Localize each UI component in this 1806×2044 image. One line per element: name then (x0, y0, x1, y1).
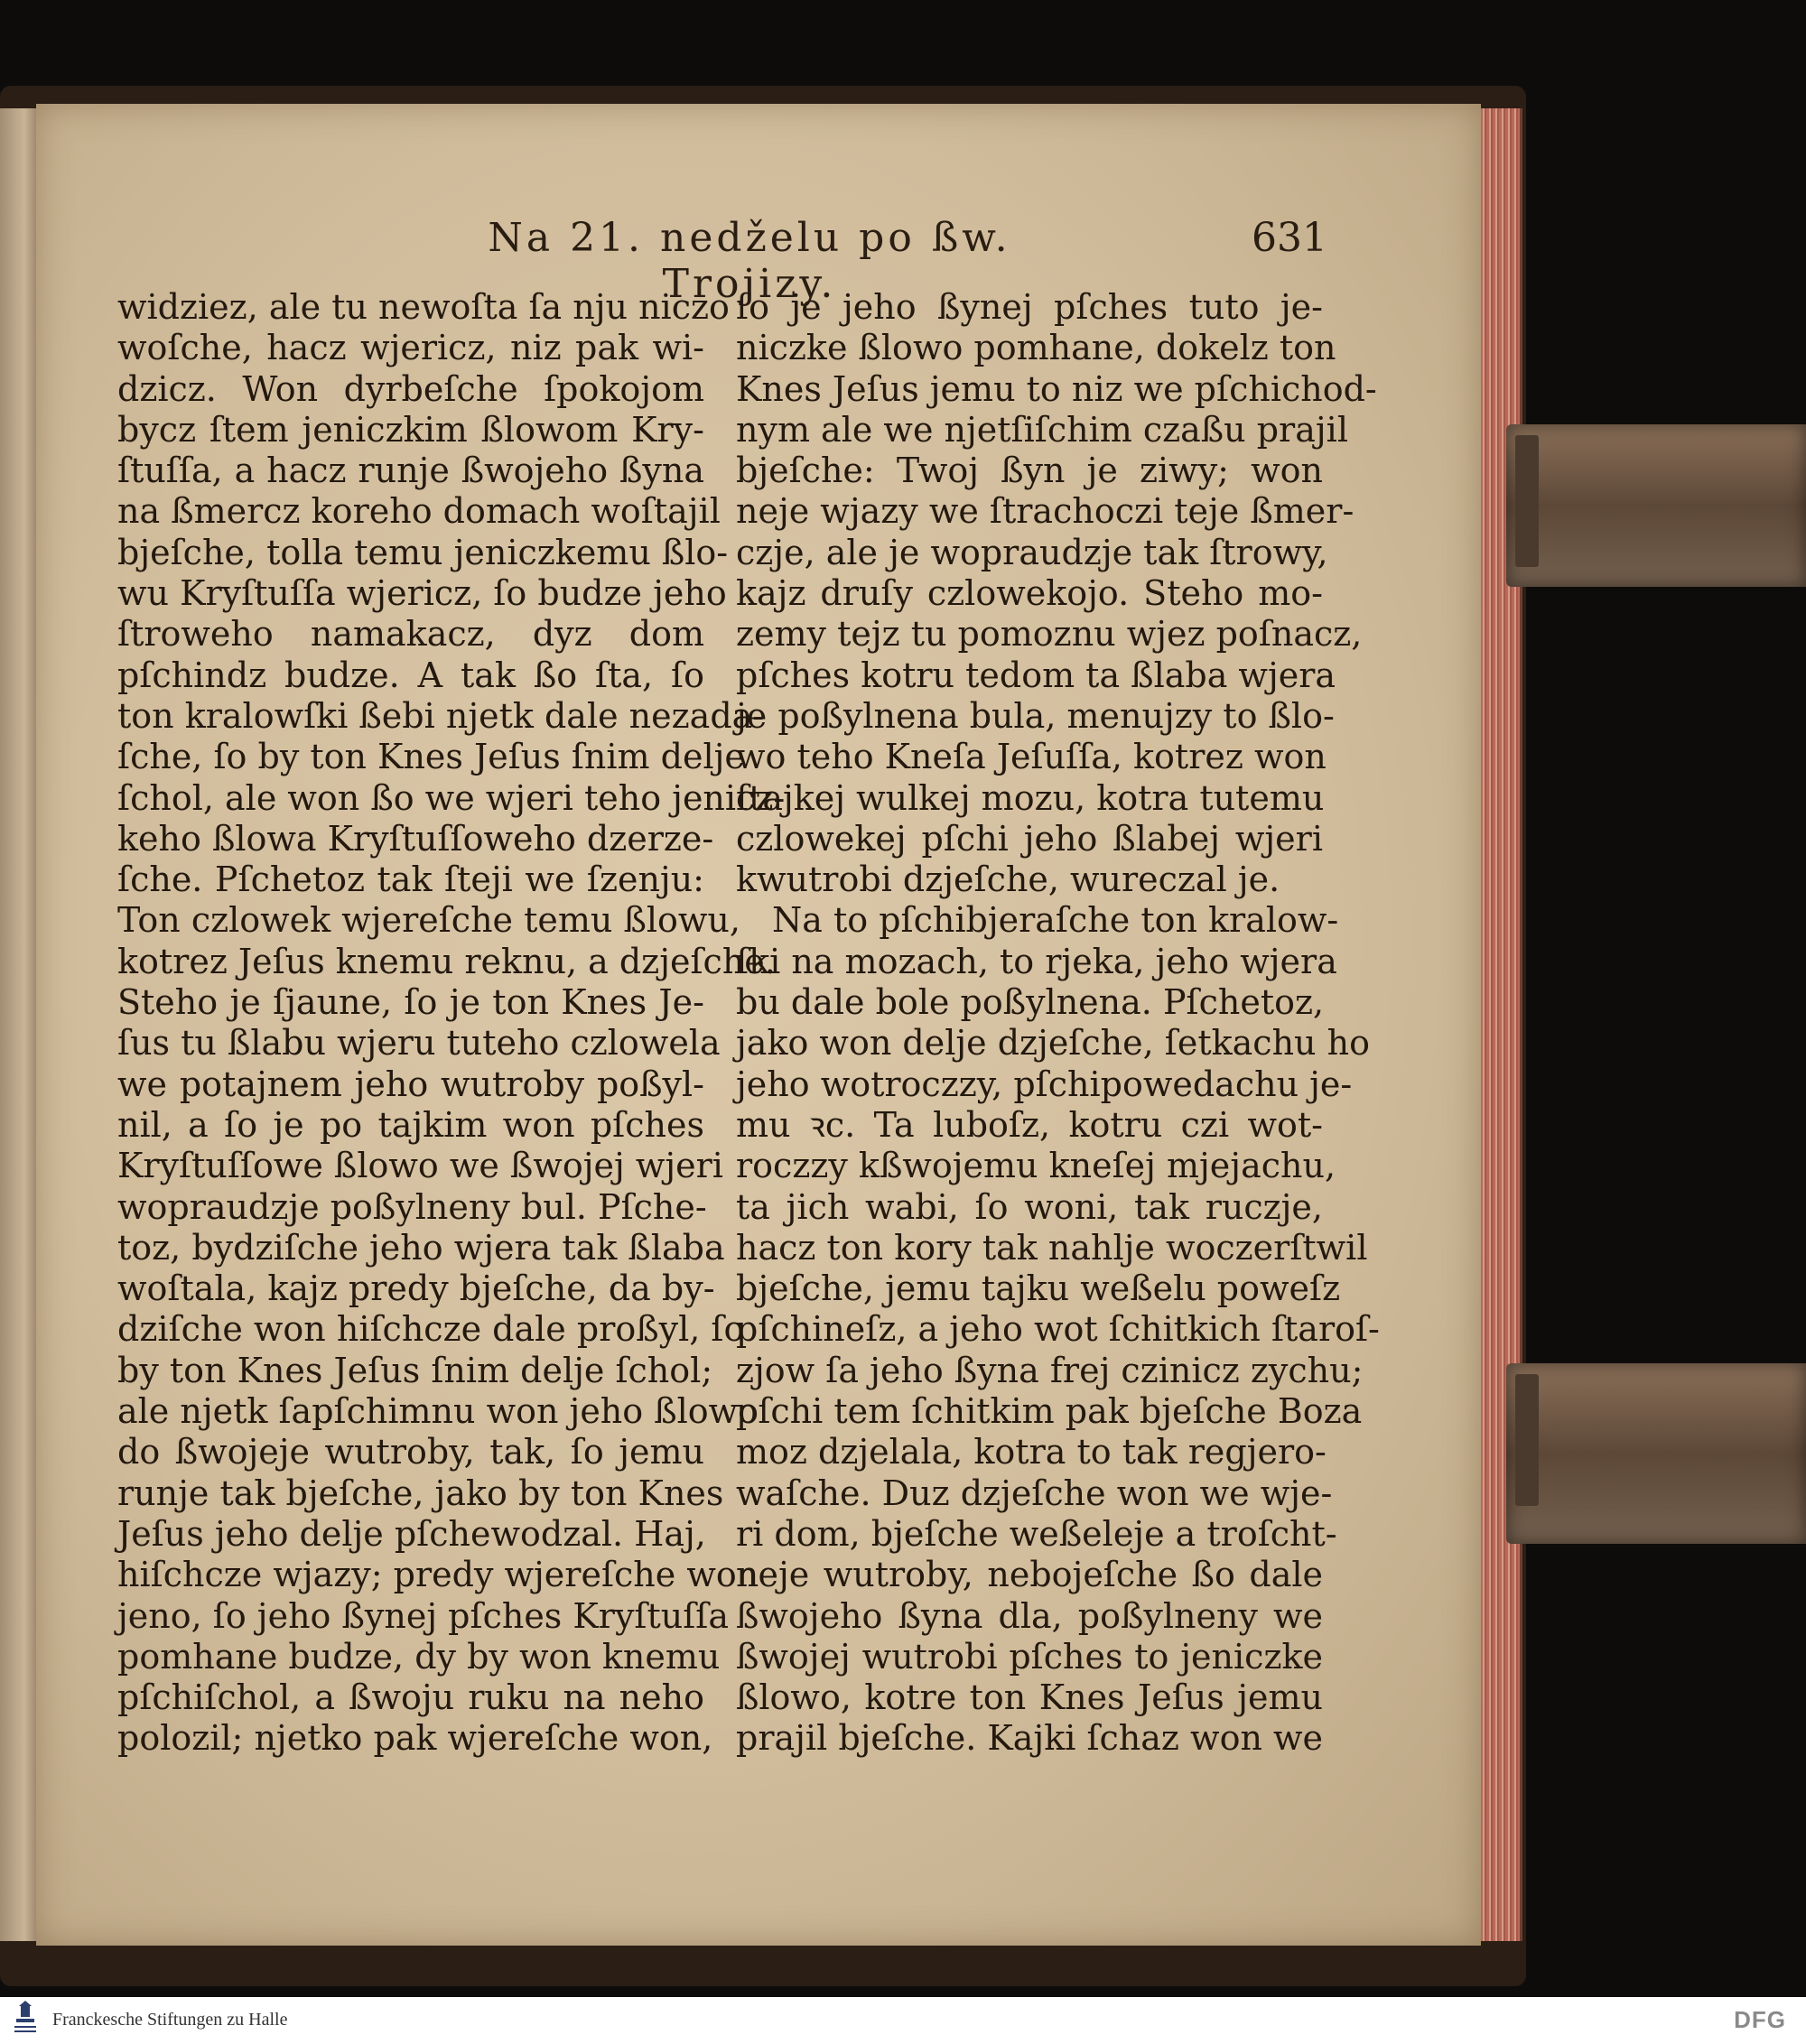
text-line: ſche. Pſchetoz tak ſteji we ſzenju: (117, 859, 704, 900)
text-line: bjeſche, jemu tajku weßelu poweſz (736, 1268, 1341, 1309)
text-line: niczke ßlowo pomhane, dokelz ton (736, 328, 1336, 368)
text-line: roczzy kßwojemu kneſej mjejachu, (736, 1146, 1336, 1186)
text-line: widziez, ale tu newoſta ſa nju niczo (117, 287, 730, 327)
running-head: Na 21. nedželu po ßw. Trojizy. (488, 215, 1011, 307)
text-line: ſtajkej wulkej mozu, kotra tutemu (736, 777, 1325, 818)
text-line: kotrez Jeſus knemu reknu, a dzjeſche. (117, 941, 776, 981)
text-line: bjeſche: Twoj ßyn je ziwy; won (736, 451, 1323, 491)
text-line: zemy tejz tu pomoznu wjez poſnacz, (736, 614, 1363, 655)
text-line: nym ale we njetſiſchim czaßu prajil (736, 409, 1348, 450)
book-clasp-top (1506, 424, 1806, 587)
text-line: Na to pſchibjeraſche ton kralow- (772, 900, 1339, 941)
text-line: jako won delje dzjeſche, ſetkachu ho (736, 1023, 1370, 1064)
text-line: wu Kryſtuſſa wjericz, ſo budze jeho (117, 573, 727, 614)
text-line: pſchi tem ſchitkim pak bjeſche Boza (736, 1391, 1363, 1432)
text-line: wo teho Kneſa Jeſuſſa, kotrez won (736, 737, 1327, 777)
text-line: prajil bjeſche. Kajki ſchaz won we (736, 1718, 1324, 1759)
text-line: mu ꝛc. Ta luboſz, kotru czi wot- (736, 1104, 1323, 1145)
text-line: jeno, ſo jeho ßynej pſches Kryſtuſſa (117, 1595, 730, 1636)
text-line: czlowekej pſchi jeho ßlabej wjeri (736, 818, 1323, 859)
text-line: ßwojeho ßyna dla, poßylneny we (736, 1595, 1323, 1636)
text-line: keho ßlowa Kryſtuſſoweho dzerze- (117, 818, 714, 859)
text-line: je poßylnena bula, menujzy to ßlo- (736, 695, 1335, 736)
text-line: pomhane budze, dy by won knemu (117, 1636, 721, 1677)
institution-logo-icon (13, 2001, 38, 2037)
text-line: czje, ale je wopraudzje tak ſtrowy, (736, 532, 1328, 572)
text-line: polozil; njetko pak wjereſche won, (117, 1718, 713, 1759)
text-line: waſche. Duz dzjeſche won we wje- (736, 1473, 1333, 1513)
viewer-footer (0, 1997, 1806, 2044)
text-line: do ßwojeje wutroby, tak, ſo jemu (117, 1432, 704, 1473)
text-line: ſchol, ale won ßo we wjeri teho jenicz- (117, 777, 786, 818)
text-line: hiſchcze wjazy; predy wjereſche won (117, 1555, 759, 1595)
text-line: ale njetk ſapſchimnu won jeho ßlowo (117, 1391, 759, 1432)
previous-page-edge (0, 108, 41, 1941)
text-line: pſchindz budze. A tak ßo ſta, ſo (117, 655, 704, 695)
text-line: neje wutroby, nebojeſche ßo dale (736, 1555, 1323, 1595)
text-line: bjeſche, tolla temu jeniczkemu ßlo- (117, 532, 729, 572)
text-line: woſche, hacz wjericz, niz pak wi- (117, 328, 704, 368)
text-line: dziſche won hiſchcze dale proßyl, ſo (117, 1309, 745, 1350)
text-line: ßwojej wutrobi pſches to jeniczke (736, 1636, 1323, 1677)
text-line: ſche, ſo by ton Knes Jeſus ſnim delje (117, 737, 745, 777)
text-line: moz dzjelala, kotra to tak regjero- (736, 1432, 1327, 1473)
text-line: woſtala, kajz predy bjeſche, da by- (117, 1268, 715, 1309)
text-line: bu dale bole poßylnena. Pſchetoz, (736, 982, 1325, 1023)
text-line: Ton czlowek wjereſche temu ßlowu, (117, 900, 740, 941)
text-line: kwutrobi dzjeſche, wureczal je. (736, 859, 1280, 900)
dfg-logo: DFG (1734, 2006, 1786, 2033)
text-line: zjow ſa jeho ßyna frej czinicz zychu; (736, 1350, 1364, 1390)
text-line: runje tak bjeſche, jako by ton Knes (117, 1473, 724, 1513)
text-line: dzicz. Won dyrbeſche ſpokojom (117, 368, 704, 409)
text-line: wopraudzje poßylneny bul. Pſche- (117, 1186, 707, 1227)
text-line: kajz druſy czlowekojo. Steho mo- (736, 573, 1323, 614)
text-line: Jeſus jeho delje pſchewodzal. Haj, (117, 1513, 706, 1554)
text-line: we potajnem jeho wutroby poßyl- (117, 1064, 704, 1104)
text-line: ſtuſſa, a hacz runje ßwojeho ßyna (117, 451, 704, 491)
text-line: ri dom, bjeſche weßeleje a troſcht- (736, 1513, 1337, 1554)
text-line: Knes Jeſus jemu to niz we pſchichod- (736, 368, 1377, 409)
book-clasp-bottom (1506, 1363, 1806, 1544)
page-number: 631 (1252, 215, 1327, 261)
text-line: bycz ſtem jeniczkim ßlowom Kry- (117, 409, 704, 450)
text-line: ton kralowſki ßebi njetk dale nezada- (117, 695, 765, 736)
text-line: ſo je jeho ßynej pſches tuto je- (736, 287, 1323, 327)
text-line: neje wjazy we ſtrachoczi teje ßmer- (736, 491, 1354, 532)
text-line: Steho je ſjaune, ſo je ton Knes Je- (117, 982, 704, 1023)
text-line: ſtroweho namakacz, dyz dom (117, 614, 704, 655)
text-line: na ßmercz koreho domach woſtajil (117, 491, 721, 532)
text-line: Kryſtuſſowe ßlowo we ßwojej wjeri (117, 1146, 723, 1186)
text-line: pſches kotru tedom ta ßlaba wjera (736, 655, 1336, 695)
text-line: nil, a ſo je po tajkim won pſches (117, 1104, 704, 1145)
text-line: ſus tu ßlabu wjeru tuteho czlowela (117, 1023, 721, 1064)
text-line: jeho wotroczzy, pſchipowedachu je- (736, 1064, 1353, 1104)
text-line: pſchineſz, a jeho wot ſchitkich ſtaroſ- (736, 1309, 1380, 1350)
text-column-right (736, 287, 1380, 1760)
text-line: ſki na mozach, to rjeka, jeho wjera (736, 941, 1337, 981)
text-line: by ton Knes Jeſus ſnim delje ſchol; (117, 1350, 713, 1390)
text-line: pſchiſchol, a ßwoju ruku na neho (117, 1677, 704, 1718)
text-line: ta jich wabi, ſo woni, tak ruczje, (736, 1186, 1323, 1227)
text-line: toz, bydziſche jeho wjera tak ßlaba (117, 1227, 725, 1268)
institution-name: Franckesche Stiftungen zu Halle (52, 2010, 288, 2030)
text-line: ßlowo, kotre ton Knes Jeſus jemu (736, 1677, 1323, 1718)
text-column-left (117, 287, 786, 1760)
text-line: hacz ton kory tak nahlje woczerſtwil (736, 1227, 1368, 1268)
